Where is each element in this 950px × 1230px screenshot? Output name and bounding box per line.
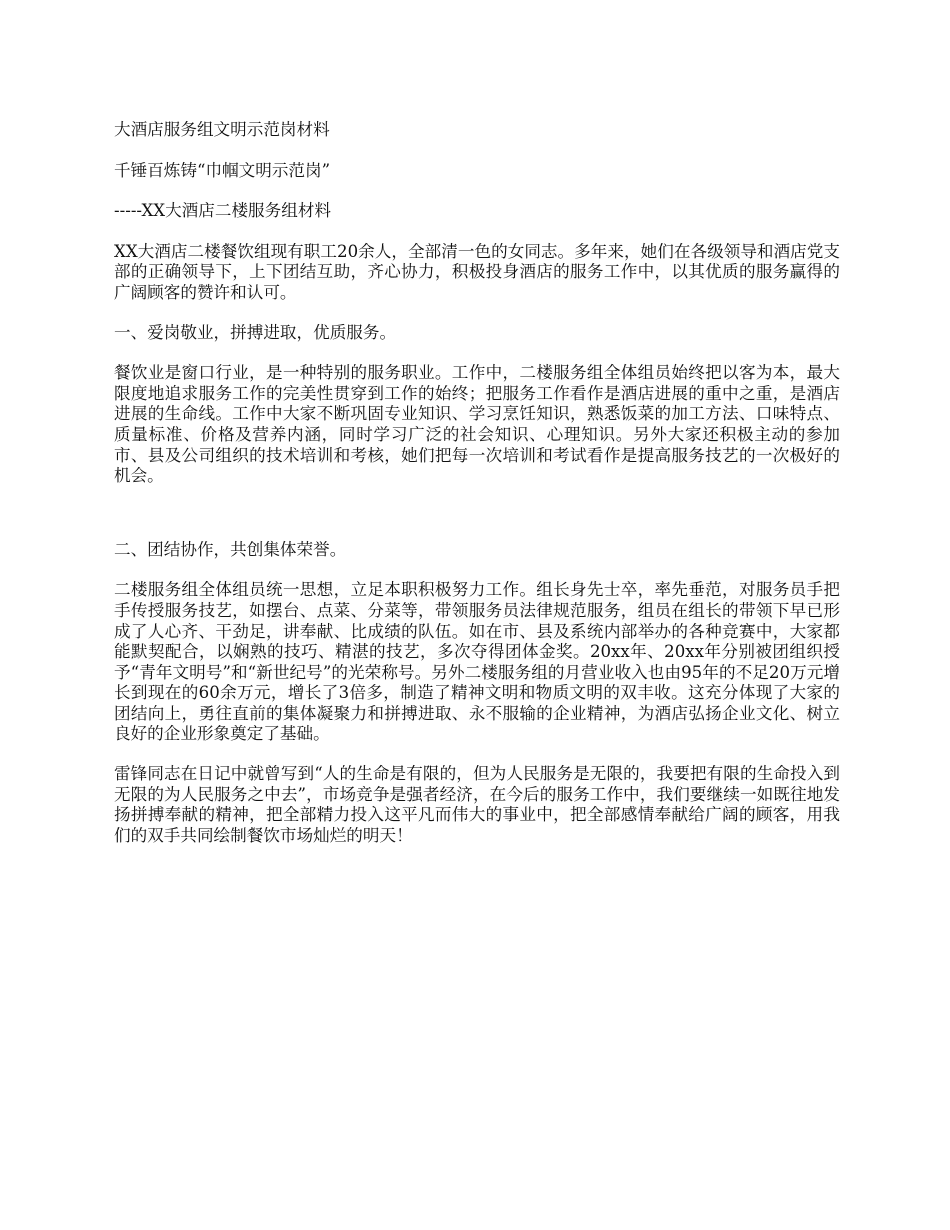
intro-paragraph: XX大酒店二楼餐饮组现有职工20余人，全部清一色的女同志。多年来，她们在各级领导和酒店党支部的正确领导下，上下团结互助，齐心协力，积极投身酒店的服务工作中，以其优质的服务赢得的广阔顾客的赞许和认可。 [114, 241, 840, 302]
section-heading-2: 二、团结协作，共创集体荣誉。 [114, 539, 347, 559]
section-1-paragraph: 餐饮业是窗口行业，是一种特别的服务职业。工作中，二楼服务组全体组员始终把以客为本，最大限度地追求服务工作的完美性贯穿到工作的始终；把服务工作看作是酒店进展的重中之重，是酒店进展的生命线。工作中大家不断巩固专业知识、学习烹饪知识，熟悉饭菜的加工方法、口味特点、质量标准、价格及营养内涵，同时学习广泛的社会知识、心理知识。另外大家还积极主动的参加市、县及公司组织的技术培训和考核，她们把每一次培训和考试看作是提高服务技艺的一次极好的机会。 [114, 363, 840, 486]
document-byline: -----XX大酒店二楼服务组材料 [114, 201, 332, 221]
document-page [114, 120, 840, 846]
section-heading-1: 一、爱岗敬业，拼搏进取，优质服务。 [114, 322, 397, 342]
section-2-paragraph: 二楼服务组全体组员统一思想，立足本职积极努力工作。组长身先士卒，率先垂范，对服务员手把手传授服务技艺，如摆台、点菜、分菜等，带领服务员法律规范服务，组员在组长的带领下早已形成了人心齐、干劲足，讲奉献、比成绩的队伍。如在市、县及系统内部举办的各种竞赛中，大家都能默契配合，以娴熟的技巧、精湛的技艺，多次夺得团体金奖。20xx年、20xx年分别被团组织授予“青年文明号”和“新世纪号”的光荣称号。另外二楼服务组的月营业收入也由95年的不足20万元增长到现在的60余万元，增长了3倍多，制造了精神文明和物质文明的双丰收。这充分体现了大家的团结向上，勇往直前的集体凝聚力和拼搏进取、永不服输的企业精神，为酒店弘扬企业文化、树立良好的企业形象奠定了基础。 [114, 580, 840, 744]
closing-paragraph: 雷锋同志在日记中就曾写到“人的生命是有限的，但为人民服务是无限的，我要把有限的生命投入到无限的为人民服务之中去”，市场竞争是强者经济，在今后的服务工作中，我们要继续一如既往地发扬拼搏奉献的精神，把全部精力投入这平凡而伟大的事业中，把全部感情奉献给广阔的顾客，用我们的双手共同绘制餐饮市场灿烂的明天！ [114, 764, 840, 845]
document-subtitle: 千锤百炼铸“巾帼文明示范岗” [114, 160, 331, 180]
document-title: 大酒店服务组文明示范岗材料 [114, 120, 330, 139]
